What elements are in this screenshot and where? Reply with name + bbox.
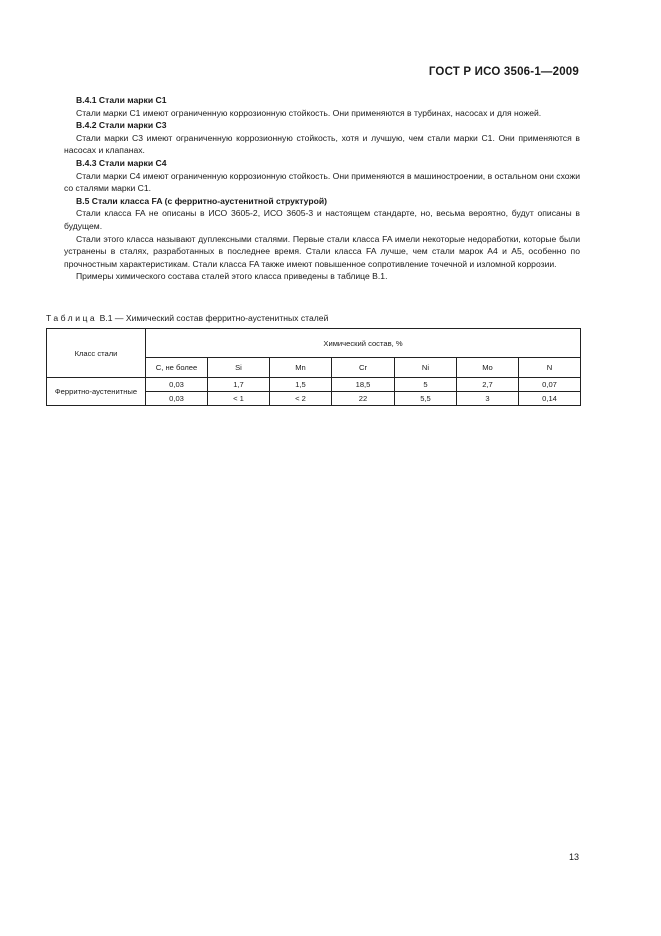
steel-class-header: Класс стали <box>47 329 146 378</box>
table-caption-label: Таблица <box>46 313 98 323</box>
column-header: Mn <box>270 358 332 378</box>
table-cell: 1,7 <box>208 378 270 392</box>
table-cell: 0,03 <box>146 378 208 392</box>
table-cell: 5 <box>395 378 457 392</box>
paragraph: Примеры химического состава сталей этого класса приведены в таблице В.1. <box>76 271 388 282</box>
table-cell: 1,5 <box>270 378 332 392</box>
page-number: 13 <box>568 852 579 862</box>
composition-header: Химический состав, % <box>146 329 581 358</box>
section-heading: В.4.3 Стали марки С4 <box>76 157 167 168</box>
table-cell: 5,5 <box>395 392 457 406</box>
document-code: ГОСТ Р ИСО 3506-1—2009 <box>428 66 579 78</box>
section-heading: В.4.2 Стали марки С3 <box>76 120 167 131</box>
column-header: Si <box>208 358 270 378</box>
table-cell: 18,5 <box>332 378 395 392</box>
table-cell: 3 <box>457 392 519 406</box>
table-cell: 0,14 <box>519 392 581 406</box>
paragraph: Стали этого класса называют дуплексными сталями. Первые стали класса FA имели некоторые недоработки, которые были устранены в сталях, разработанных в последнее время. Стали класса FA лучше, чем стали марок А4 и А5, особенно по прочностным характеристикам. Стали класса FA также имеют повышенное сопротивление точечной и изломной коррозии. <box>64 233 580 269</box>
column-header: С, не более <box>146 358 208 378</box>
column-header: Mo <box>457 358 519 378</box>
table-caption <box>46 313 328 323</box>
steel-class-cell: Ферритно-аустенитные <box>47 378 146 406</box>
table-cell: 22 <box>332 392 395 406</box>
table-cell: 0,03 <box>146 392 208 406</box>
section-heading: В.5 Стали класса FA (с ферритно-аустенитной структурой) <box>76 195 327 206</box>
section-b42 <box>64 119 580 157</box>
column-header: Cr <box>332 358 395 378</box>
column-header: N <box>519 358 581 378</box>
section-text: Стали марки С3 имеют ограниченную коррозионную стойкость, хотя и лучшую, чем стали марки С1. Они применяются в насосах и клапанах. <box>64 132 580 156</box>
chemical-composition-table <box>46 328 581 406</box>
section-text: Стали марки С4 имеют ограниченную коррозионную стойкость. Они применяются в машиностроении, в остальном они схожи со сталями марки С1. <box>64 170 580 194</box>
table-cell: 2,7 <box>457 378 519 392</box>
section-heading: В.4.1 Стали марки С1 <box>76 95 167 105</box>
table-row <box>47 378 581 392</box>
table-cell: < 1 <box>208 392 270 406</box>
section-b43 <box>64 157 580 195</box>
column-header: Ni <box>395 358 457 378</box>
section-b41 <box>64 94 580 119</box>
section-text: Стали марки С1 имеют ограниченную коррозионную стойкость. Они применяются в турбинах, насосах и для ножей. <box>76 107 542 118</box>
section-b5 <box>64 195 580 233</box>
table-caption-title: В.1 — Химический состав ферритно-аустенитных сталей <box>97 313 329 323</box>
table-cell: < 2 <box>270 392 332 406</box>
table-cell: 0,07 <box>519 378 581 392</box>
document-body <box>64 94 580 283</box>
section-text: Стали класса FA не описаны в ИСО 3605-2, ИСО 3605-3 и настоящем стандарте, но, весьма вероятно, будут описаны в будущем. <box>64 208 580 231</box>
